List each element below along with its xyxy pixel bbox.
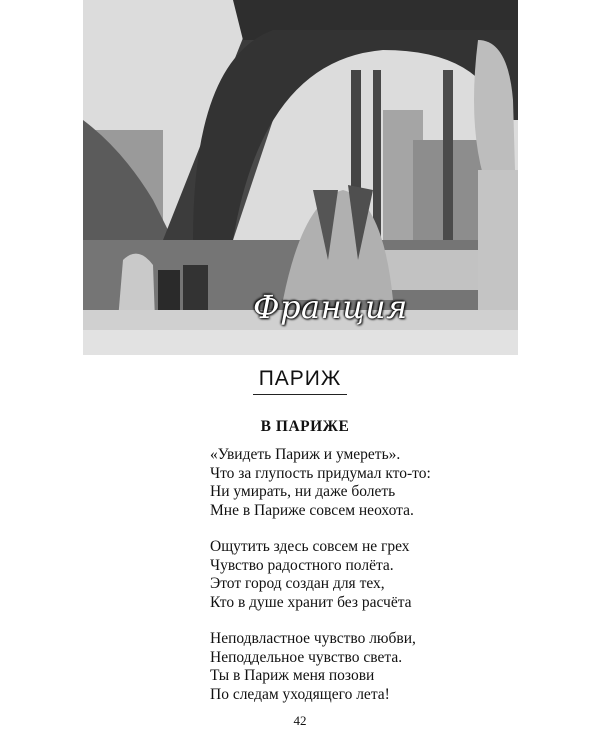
stanza-3	[210, 630, 530, 704]
poem-line: Чувство радостного полёта.	[210, 556, 394, 574]
page-number: 42	[293, 713, 307, 728]
country-caption: Франция	[253, 288, 408, 326]
poem-title: В ПАРИЖЕ	[260, 418, 350, 435]
city-heading: ПАРИЖ	[253, 367, 348, 395]
section-heading	[0, 367, 600, 395]
poem-line: Ощутить здесь совсем не грех	[210, 538, 410, 555]
poem-line: Кто в душе хранит без расчёта	[210, 593, 412, 611]
poem-line: Ты в Париж меня позови	[210, 667, 375, 684]
poem-line: Что за глупость придумал кто-то:	[210, 464, 431, 482]
eiffel-tower-photo	[83, 0, 518, 355]
poem-line: Ни умирать, ни даже болеть	[210, 483, 396, 500]
poem	[210, 418, 530, 722]
poem-line: Неподдельное чувство света.	[210, 648, 403, 666]
stanza-2	[210, 538, 530, 612]
stanza-1	[210, 446, 530, 520]
poem-line: Неподвластное чувство любви,	[210, 630, 416, 647]
poem-line: Мне в Париже совсем неохота.	[210, 501, 414, 519]
poem-line: По следам уходящего лета!	[210, 685, 390, 703]
poem-line: Этот город создан для тех,	[210, 575, 385, 592]
poem-line: «Увидеть Париж и умереть».	[210, 446, 401, 463]
